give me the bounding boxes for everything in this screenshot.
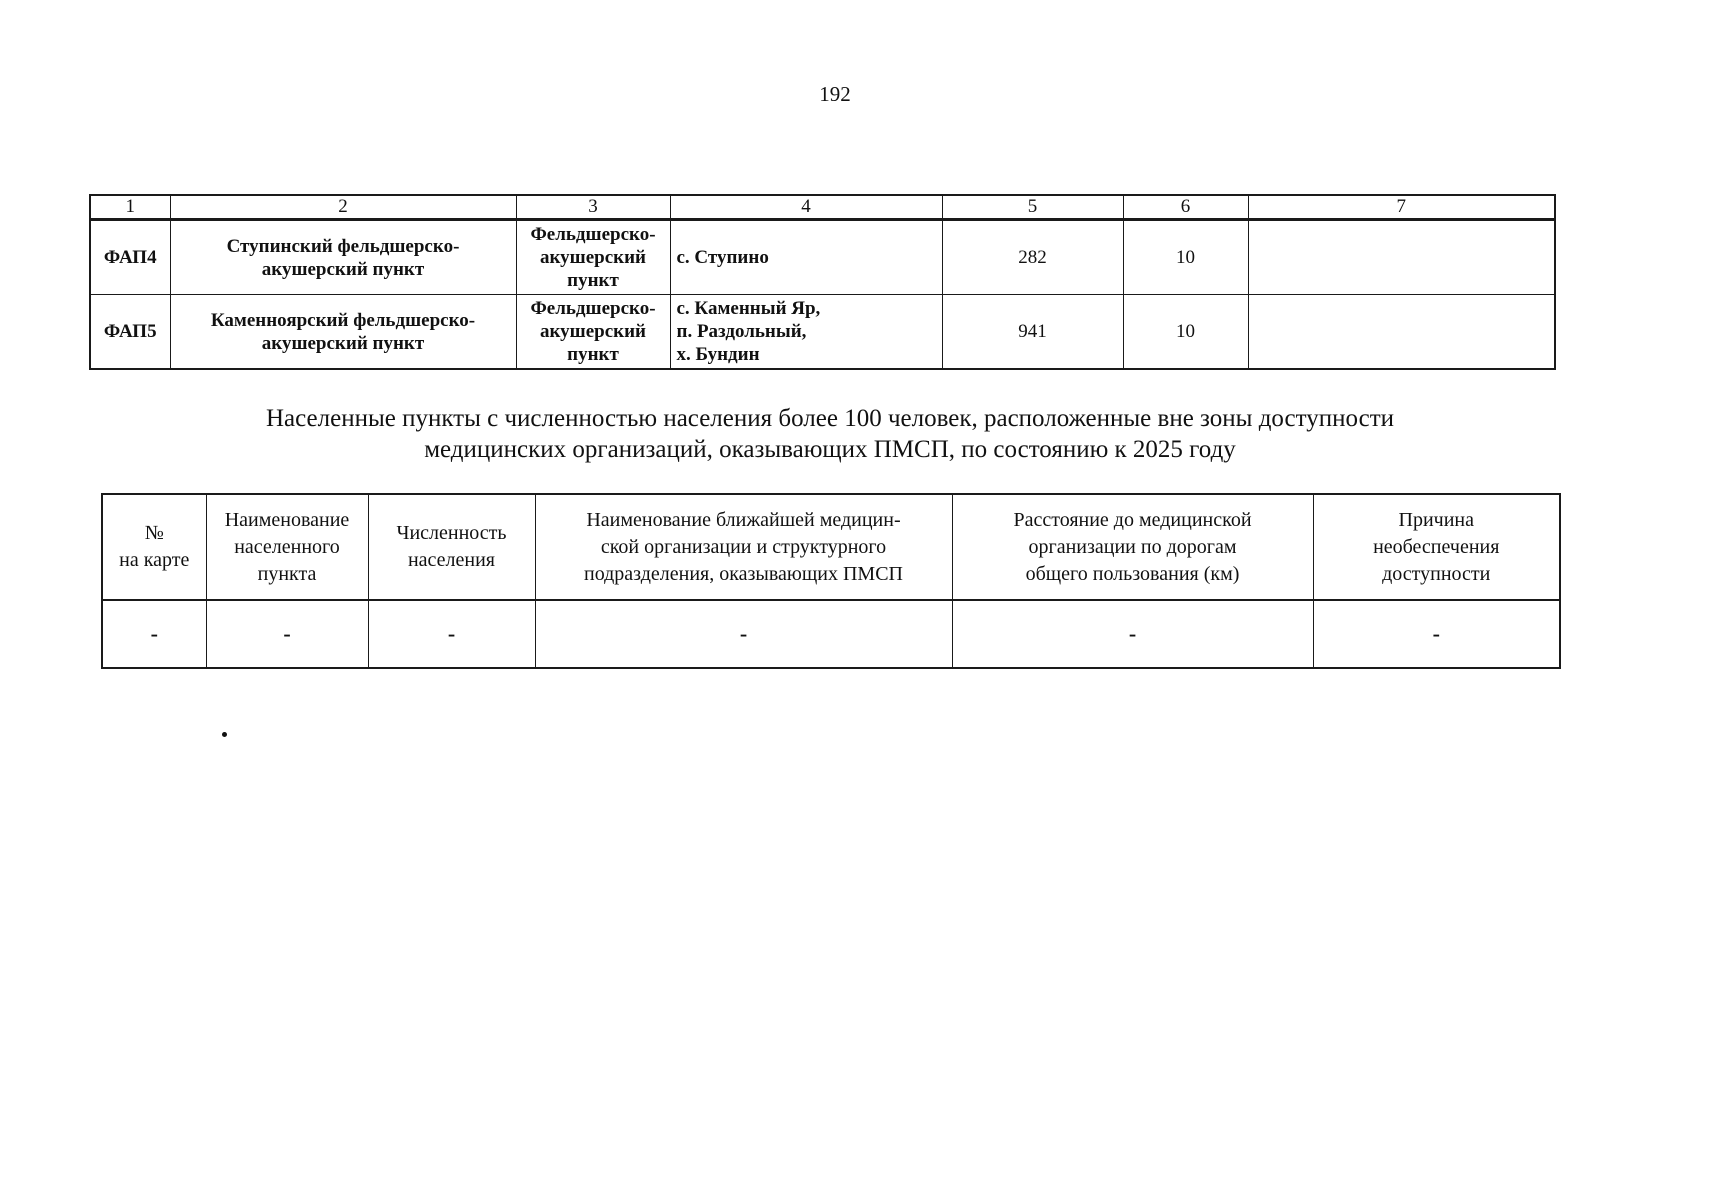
column-number: 4 <box>670 195 942 220</box>
header-line: населенного <box>234 535 340 558</box>
facility-type-line: Фельдшерско- <box>530 224 656 245</box>
facility-location-line: с. Ступино <box>676 247 769 268</box>
facility-location-line: с. Каменный Яр, <box>676 298 821 319</box>
header-line: доступности <box>1382 562 1491 585</box>
facility-location <box>670 220 942 295</box>
facility-value6: 10 <box>1123 295 1248 370</box>
facility-population: 941 <box>942 295 1123 370</box>
facility-name-line: акушерский пункт <box>261 258 425 280</box>
facilities-table <box>89 194 1556 370</box>
facility-location-line: п. Раздольный, <box>676 321 807 342</box>
header-line: пункта <box>257 562 317 585</box>
header-line: Наименование ближайшей медицин- <box>586 508 901 531</box>
column-header-settlement-name <box>206 494 368 600</box>
facility-name <box>170 220 516 295</box>
column-number: 2 <box>170 195 516 220</box>
header-line: Расстояние до медицинской <box>1013 508 1252 531</box>
table-row <box>90 295 1555 370</box>
facility-type <box>516 295 670 370</box>
column-header-nearest-organization <box>535 494 952 600</box>
column-header-reason <box>1313 494 1560 600</box>
header-line: подразделения, оказывающих ПМСП <box>584 562 903 585</box>
column-number: 6 <box>1123 195 1248 220</box>
column-header-map-number <box>102 494 206 600</box>
header-row <box>102 494 1560 600</box>
facility-type <box>516 220 670 295</box>
facility-name-line: Ступинский фельдшерско- <box>226 235 460 257</box>
column-number: 3 <box>516 195 670 220</box>
section-heading-line: Населенные пункты с численностью населения более 100 человек, расположенные вне зоны доступности <box>265 405 1395 432</box>
header-line: организации по дорогам <box>1028 535 1237 558</box>
facility-code: ФАП5 <box>90 295 170 370</box>
facility-type-line: пункт <box>567 270 619 291</box>
facility-name-line: акушерский пункт <box>261 332 425 354</box>
facility-type-line: Фельдшерско- <box>530 298 656 319</box>
header-line: Наименование <box>224 508 350 531</box>
stray-dot-mark <box>222 732 227 737</box>
header-line: № <box>144 522 164 544</box>
table-row <box>102 600 1560 668</box>
facility-population: 282 <box>942 220 1123 295</box>
facility-value7 <box>1248 295 1555 370</box>
table-cell: - <box>102 600 206 668</box>
facility-name <box>170 295 516 370</box>
table-cell: - <box>1313 600 1560 668</box>
facility-type-line: пункт <box>567 344 619 365</box>
facility-code: ФАП4 <box>90 220 170 295</box>
column-number: 7 <box>1248 195 1555 220</box>
header-line: ской организации и структурного <box>600 535 887 558</box>
facility-location <box>670 295 942 370</box>
facility-name-line: Каменноярский фельдшерско- <box>210 309 476 331</box>
facility-type-line: акушерский <box>540 247 646 268</box>
column-header-population <box>368 494 535 600</box>
table-cell: - <box>206 600 368 668</box>
facility-value6: 10 <box>1123 220 1248 295</box>
table-cell: - <box>535 600 952 668</box>
header-line: Численность <box>396 522 507 544</box>
section-heading-line: медицинских организаций, оказывающих ПМСП, по состоянию к 2025 году <box>424 436 1236 463</box>
facility-location-line: х. Бундин <box>676 344 760 365</box>
section-heading <box>150 403 1510 465</box>
table-row <box>90 220 1555 295</box>
facility-value7 <box>1248 220 1555 295</box>
header-line: населения <box>407 549 496 571</box>
column-number: 5 <box>942 195 1123 220</box>
table-cell: - <box>952 600 1313 668</box>
header-line: на карте <box>119 549 190 571</box>
column-header-distance <box>952 494 1313 600</box>
column-number: 1 <box>90 195 170 220</box>
column-number-row <box>90 195 1555 220</box>
facility-type-line: акушерский <box>540 321 646 342</box>
header-line: необеспечения <box>1373 535 1500 558</box>
page-number: 192 <box>819 82 851 106</box>
header-line: Причина <box>1398 508 1474 531</box>
table-cell: - <box>368 600 535 668</box>
settlements-table <box>101 493 1561 669</box>
header-line: общего пользования (км) <box>1025 562 1240 585</box>
